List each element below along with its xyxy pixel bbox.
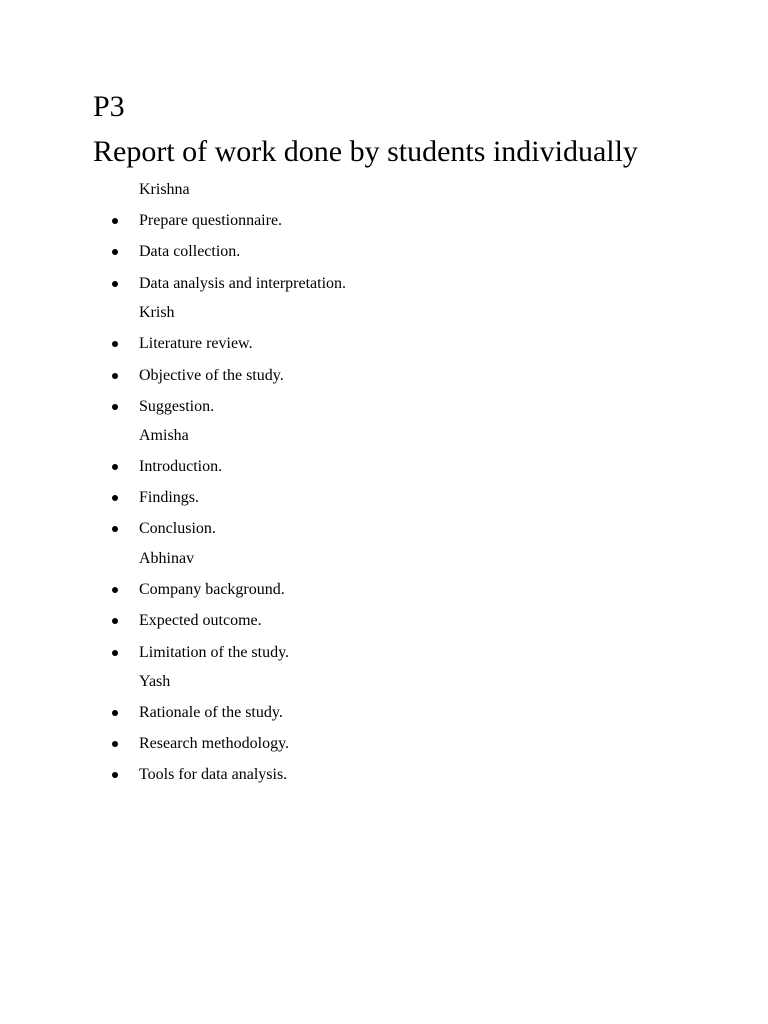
list-item-text: Suggestion. (139, 398, 215, 415)
list-item-text: Introduction. (139, 458, 223, 475)
list-item (112, 765, 287, 785)
student-name: Yash (139, 673, 171, 690)
bullet-icon (112, 710, 118, 716)
list-item (112, 703, 283, 723)
list-item (112, 611, 262, 631)
bullet-icon (112, 650, 118, 656)
list-item (112, 334, 253, 354)
list-item-text: Findings. (139, 489, 200, 506)
bullet-icon (112, 772, 118, 778)
bullet-icon (112, 404, 118, 410)
bullet-icon (112, 218, 118, 224)
bullet-icon (112, 495, 118, 501)
list-item (112, 519, 216, 539)
student-name: Amisha (139, 427, 189, 444)
list-item-text: Tools for data analysis. (139, 766, 288, 783)
student-name: Abhinav (139, 550, 195, 567)
bullet-icon (112, 373, 118, 379)
bullet-icon (112, 741, 118, 747)
list-item (112, 211, 282, 231)
list-item (112, 734, 289, 754)
bullet-icon (112, 618, 118, 624)
list-item-text: Literature review. (139, 335, 253, 352)
list-item (112, 457, 222, 477)
list-item-text: Conclusion. (139, 520, 216, 537)
list-item (112, 366, 284, 386)
bullet-icon (112, 587, 118, 593)
list-item-text: Prepare questionnaire. (139, 212, 283, 229)
bullet-icon (112, 341, 118, 347)
list-item-text: Expected outcome. (139, 612, 262, 629)
list-item (112, 580, 285, 600)
list-item-text: Company background. (139, 581, 285, 598)
list-item (112, 242, 240, 262)
list-item-text: Data collection. (139, 243, 241, 260)
list-item-text: Data analysis and interpretation. (139, 275, 347, 292)
bullet-icon (112, 526, 118, 532)
bullet-icon (112, 464, 118, 470)
student-name: Krishna (139, 181, 190, 198)
list-item (112, 643, 289, 663)
list-item (112, 397, 214, 417)
student-name: Krish (139, 304, 175, 321)
list-item (112, 274, 346, 294)
list-item-text: Limitation of the study. (139, 644, 290, 661)
list-item (112, 488, 199, 508)
list-item-text: Rationale of the study. (139, 704, 283, 721)
list-item-text: Research methodology. (139, 735, 290, 752)
bullet-icon (112, 249, 118, 255)
bullet-icon (112, 281, 118, 287)
page-title: Report of work done by students individually (93, 135, 638, 168)
page-label: P3 (93, 90, 125, 123)
list-item-text: Objective of the study. (139, 367, 284, 384)
